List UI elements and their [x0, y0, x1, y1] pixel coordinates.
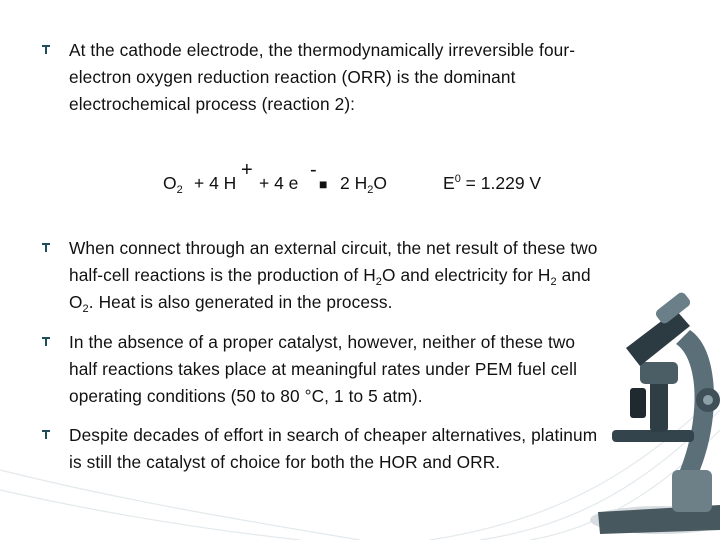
- equation-reactant-e: + 4 e: [259, 173, 299, 193]
- bullet-3-line-3: operating conditions (50 to 80 °C, 1 to 5 atm).: [69, 386, 423, 406]
- bullet-marker-icon: [41, 429, 51, 439]
- equation-reactant-h: + 4 H: [194, 173, 237, 193]
- bullet-3-line-1: In the absence of a proper catalyst, however, neither of these two: [69, 332, 576, 352]
- bullet-2-line-2: half-cell reactions is the production of $H_2O$ and electricity for $H_2$ and: [69, 265, 591, 288]
- bullet-1-line-1: At the cathode electrode, the thermodynamically irreversible four-: [69, 40, 576, 60]
- bullet-marker-icon: [41, 242, 51, 252]
- bullet-1-text: [69, 37, 684, 118]
- bullet-4-text: [69, 422, 684, 476]
- bullet-marker-icon: [41, 336, 51, 346]
- equation-e-charge: -: [310, 159, 317, 181]
- bullet-4-line-2: is still the catalyst of choice for both the HOR and ORR.: [69, 452, 501, 472]
- microscope-illustration: [590, 291, 720, 534]
- bullet-3-line-2: half reactions takes place at meaningful rates under PEM fuel cell: [69, 359, 578, 379]
- bullet-2-line-3: $O_2$. Heat is also generated in the process.: [69, 292, 393, 315]
- bullet-2-line-1: When connect through an external circuit, the net result of these two: [69, 238, 598, 258]
- bullet-1-line-3: electrochemical process (reaction 2):: [69, 94, 356, 114]
- equation-h-charge: +: [241, 159, 253, 181]
- bullet-marker-icon: [41, 44, 51, 54]
- arrow-icon: ■: [319, 176, 328, 192]
- bullet-4-line-1: Despite decades of effort in search of cheaper alternatives, platinum: [69, 425, 598, 445]
- bullet-2-text: [69, 235, 684, 316]
- equation-reactant-o2: $O_2$: [163, 173, 183, 196]
- bullet-1-line-2: electron oxygen reduction reaction (ORR) is the dominant: [69, 67, 516, 87]
- equation-potential: $E^0 = 1.229$ V: [443, 173, 542, 193]
- equation-product: 2 $H_2O$: [340, 173, 387, 196]
- bullet-3-text: [69, 329, 684, 410]
